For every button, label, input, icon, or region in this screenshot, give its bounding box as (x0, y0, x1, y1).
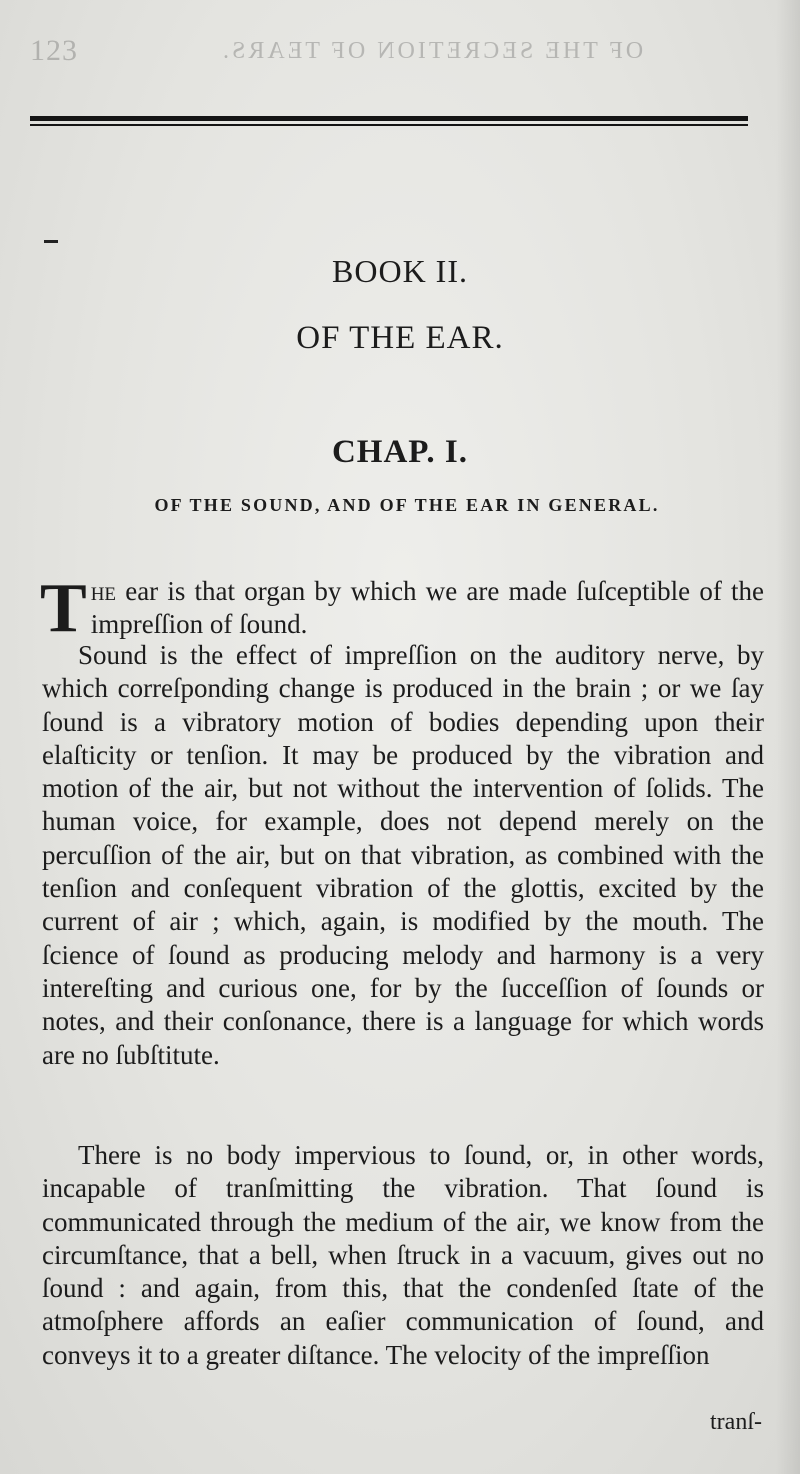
page-edge-shadow (776, 0, 800, 1474)
paragraph-3-text: There is no body impervious to ſound, or, in other words, incapable of tranſmitting the vibration. That ſound is communicated through the medium of the air, we know from the circumſtance, that a bell, when ſtruck in a vacuum, gives out no ſound : and again, from this, that the condenſed ſtate of the atmoſphere affords an eaſier communication of ſound, and conveys it to a greater diſtance. The velocity of the impreſſion (42, 1140, 764, 1370)
catchword: tranſ- (710, 1409, 762, 1435)
book-heading: BOOK II. (332, 253, 468, 289)
header-rule-thick (30, 116, 748, 121)
drop-cap: T (40, 570, 87, 647)
small-caps-lead: he (90, 576, 117, 606)
bleed-running-head: OF THE SECRETION OF TEARS. (220, 38, 644, 64)
chapter-heading: CHAP. I. (331, 434, 469, 470)
chapter-subtitle: OF THE SOUND, AND OF THE EAR IN GENERAL. (154, 495, 660, 515)
paragraph-3 (42, 1139, 764, 1372)
header-rule-thin (30, 124, 748, 126)
paragraph-2-text: Sound is the effect of impreſſion on the auditory nerve, by which correſponding change is produced in the brain ; or we ſay ſound is a vibratory motion of bodies depending upon their elaſticity or tenſion. It may be produced by the vibration and motion of the air, but not without the intervention of ſolids. The human voice, for example, does not depend merely on the percuſſion of the air, but on that vibration, as combined with the tenſion and conſequent vibration of the glottis, excited by the current of air ; which, again, is modified by the mouth. The ſcience of ſound as producing melody and harmony is a very intereſting and curious one, for by the ſucceſſion of ſounds or notes, and their conſonance, there is a language for which words are no ſubſtitute. (42, 640, 764, 1070)
bleed-page-number: 123 (30, 34, 78, 67)
book-title: OF THE EAR. (296, 320, 504, 356)
paragraph-1 (40, 570, 764, 647)
paragraph-1-text: ear is that organ by which we are made ſuſceptible of the impreſſion of ſound. (90, 576, 764, 640)
paragraph-2 (42, 639, 764, 1072)
margin-dash (44, 240, 58, 243)
